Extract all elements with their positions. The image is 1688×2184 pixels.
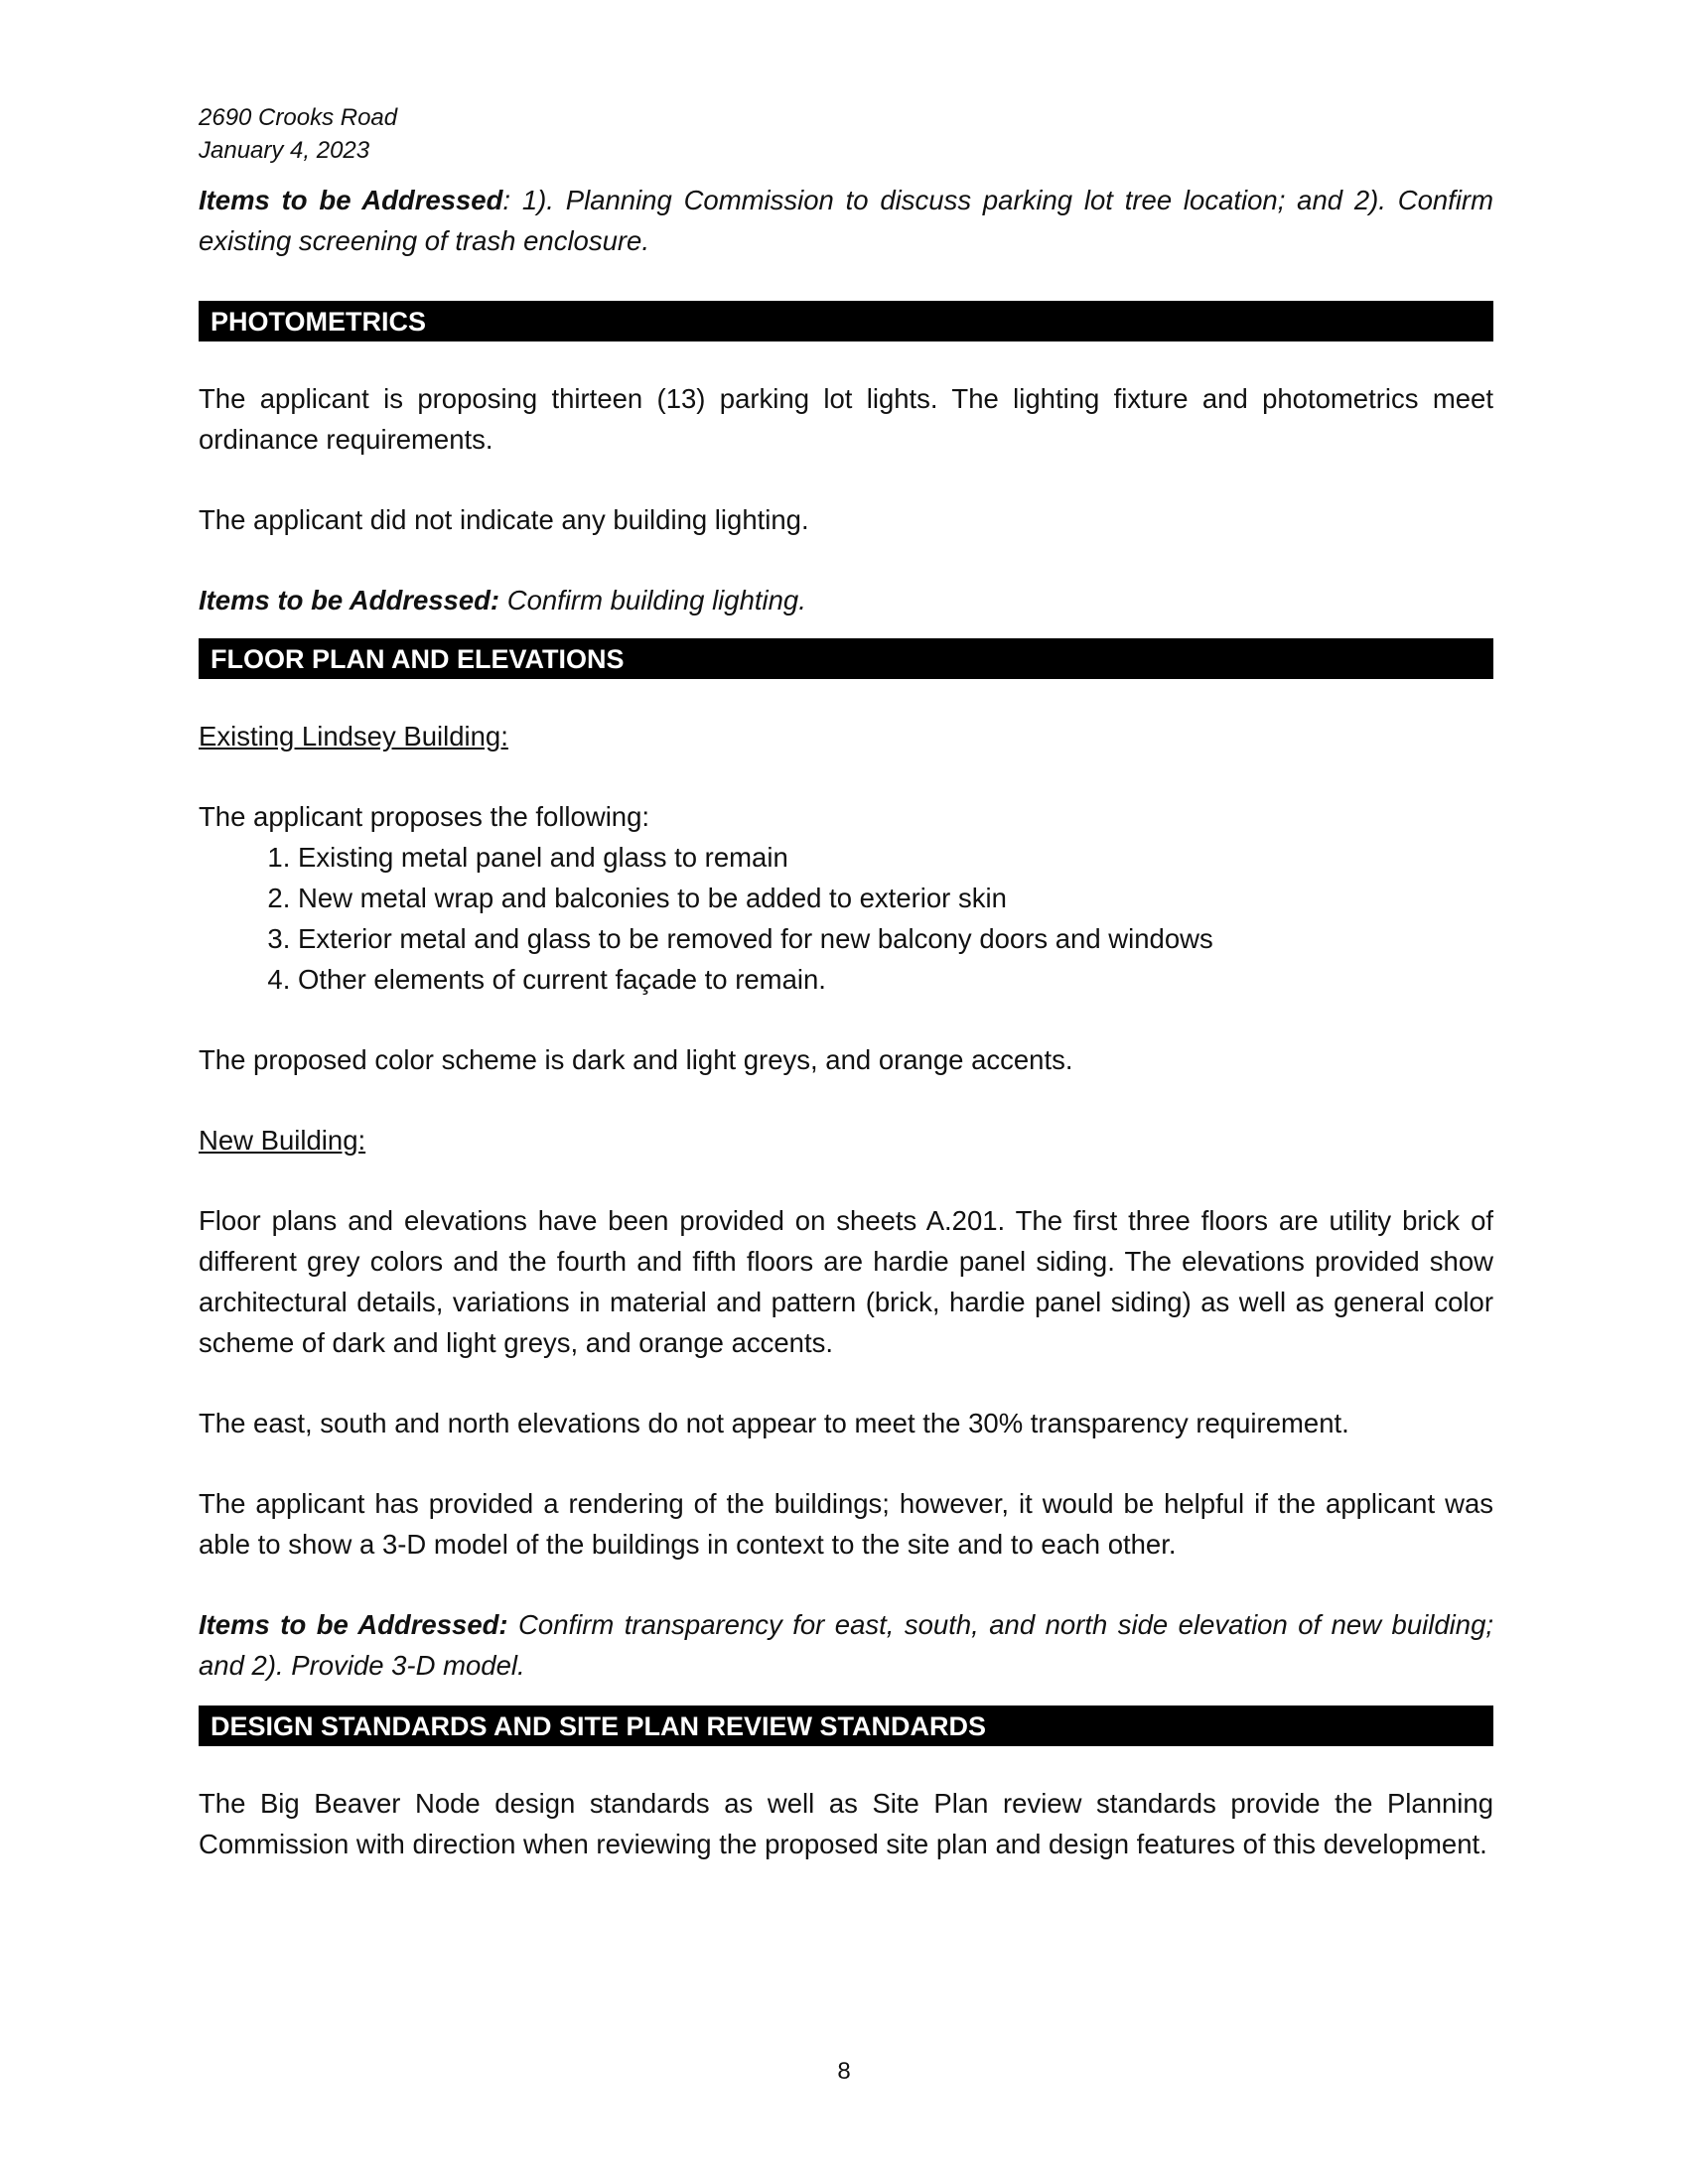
header-address: 2690 Crooks Road: [199, 104, 398, 131]
rendering-paragraph: The applicant has provided a rendering of the buildings; however, it would be helpful if the applicant was able to show a 3-D model of the buildings in context to the site and to each other.: [199, 1488, 1493, 1560]
photometrics-paragraph-lights: The applicant is proposing thirteen (13) parking lot lights. The lighting fixture and photometrics meet ordinance requirements.: [199, 383, 1493, 455]
subheading-existing-building: Existing Lindsey Building:: [199, 721, 508, 751]
proposed-changes-list: [199, 837, 1493, 1000]
items-label: Items to be Addressed:: [199, 585, 500, 615]
list-item: 4. Other elements of current façade to remain.: [298, 959, 1493, 1000]
section-heading-design-standards: DESIGN STANDARDS AND SITE PLAN REVIEW STANDARDS: [199, 1706, 1493, 1746]
header-date: January 4, 2023: [199, 137, 370, 164]
list-item: 3. Exterior metal and glass to be removed for new balcony doors and windows: [298, 918, 1493, 959]
list-item: 2. New metal wrap and balconies to be added to exterior skin: [298, 878, 1493, 918]
items-text: : 1). Planning Commission to discuss parking lot tree location; and 2). Confirm existing screening of trash enclosure.: [199, 185, 1493, 256]
items-label: Items to be Addressed: [199, 185, 503, 215]
floor-plan-items-paragraph: [199, 1604, 1493, 1686]
photometrics-paragraph-building-lighting: The applicant did not indicate any building lighting.: [199, 504, 809, 535]
subheading-new-building: New Building:: [199, 1125, 366, 1156]
intro-items-paragraph: [199, 180, 1493, 261]
photometrics-items-paragraph: [199, 580, 1493, 620]
section-heading-floor-plan: FLOOR PLAN AND ELEVATIONS: [199, 638, 1493, 679]
color-scheme-paragraph: The proposed color scheme is dark and light greys, and orange accents.: [199, 1044, 1073, 1075]
items-label: Items to be Addressed:: [199, 1609, 508, 1640]
page-number: 8: [837, 2058, 851, 2085]
document-page: [199, 101, 1493, 1864]
items-text: Confirm transparency for east, south, and north side elevation of new building; and 2). Provide 3-D model.: [199, 1609, 1493, 1681]
document-header: [199, 101, 1493, 167]
list-item: 1. Existing metal panel and glass to remain: [298, 837, 1493, 878]
design-standards-paragraph: The Big Beaver Node design standards as well as Site Plan review standards provide the Planning Commission with direction when reviewing the proposed site plan and design features of this development.: [199, 1788, 1493, 1859]
transparency-paragraph: The east, south and north elevations do not appear to meet the 30% transparency requirement.: [199, 1408, 1349, 1438]
proposes-intro: The applicant proposes the following:: [199, 801, 650, 832]
floor-plans-paragraph: Floor plans and elevations have been provided on sheets A.201. The first three floors are utility brick of different grey colors and the fourth and fifth floors are hardie panel siding. The elevations provided show architectural details, variations in material and pattern (brick, hardie panel siding) as well as general color scheme of dark and light greys, and orange accents.: [199, 1205, 1493, 1358]
section-heading-photometrics: PHOTOMETRICS: [199, 301, 1493, 341]
items-text: Confirm building lighting.: [499, 585, 806, 615]
